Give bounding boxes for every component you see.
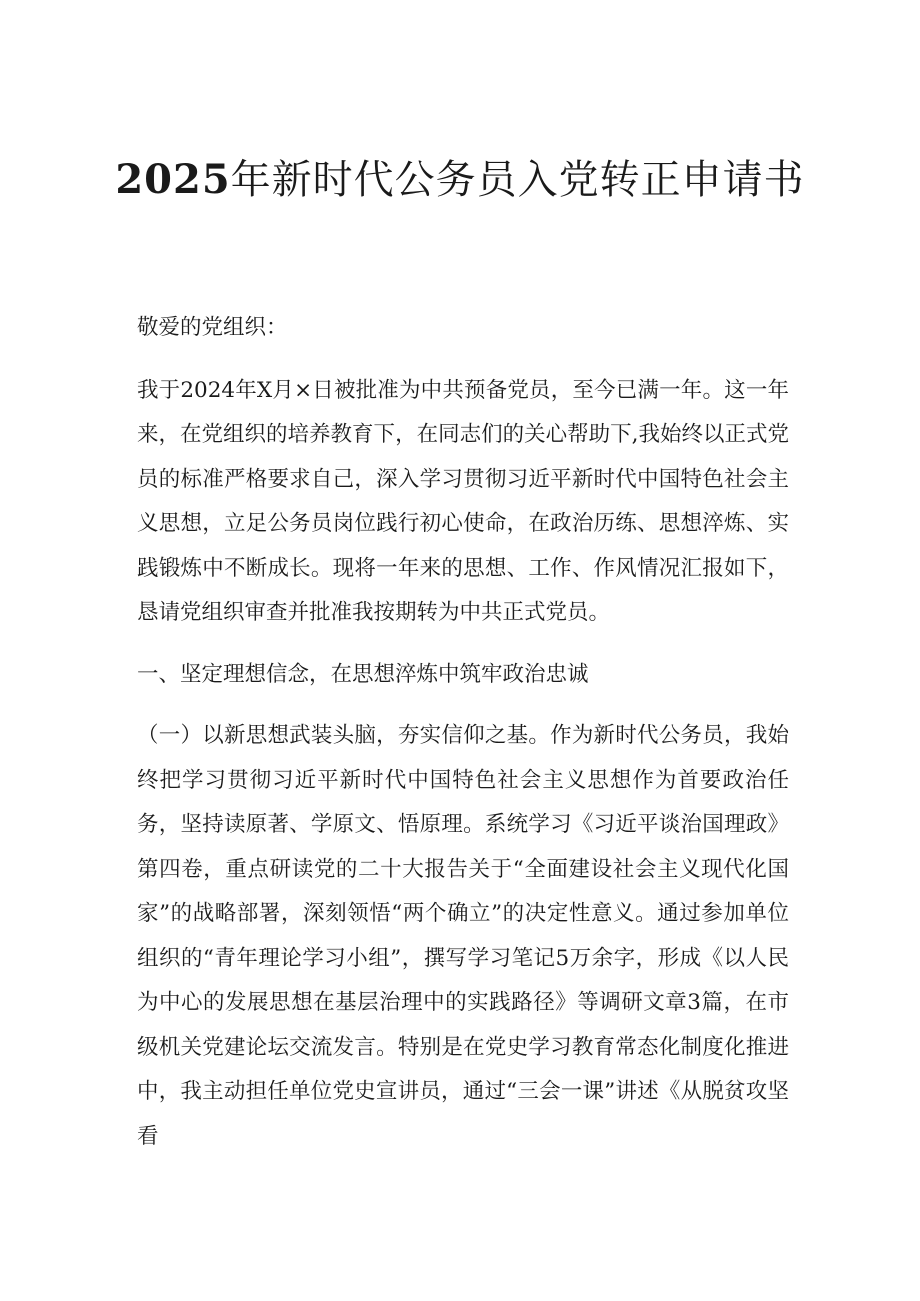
title-year: 2025	[115, 156, 231, 203]
salutation: 敬爱的党组织：	[137, 315, 288, 340]
title-text: 年新时代公务员入党转正申请书	[230, 157, 805, 203]
document-title	[100, 140, 820, 220]
document-body	[137, 306, 789, 1176]
intro-paragraph: 我于2024年X月×日被批准为中共预备党员，至今已满一年。这一年来，在党组织的培养教育下，在同志们的关心帮助下,我始终以正式党员的标准严格要求自己，深入学习贯彻习近平新时代中国特色社会主义思想，立足公务员岗位践行初心使命，在政治历练、思想淬炼、实践锻炼中不断成长。现将一年来的思想、工作、作风情况汇报如下，恳请党组织审查并批准我按期转为中共正式党员。	[137, 377, 789, 625]
section-heading: 一、坚定理想信念，在思想淬炼中筑牢政治忠诚	[137, 661, 589, 687]
section-paragraph: （一）以新思想武装头脑，夯实信仰之基。作为新时代公务员，我始终把学习贯彻习近平新时代中国特色社会主义思想作为首要政治任务，坚持读原著、学原文、悟原理。系统学习《习近平谈治国理政》第四卷，重点研读党的二十大报告关于“全面建设社会主义现代化国家”的战略部署，深刻领悟“两个确立”的决定性意义。通过参加单位组织的“青年理论学习小组”，撰写学习笔记5万余字，形成《以人民为中心的发展思想在基层治理中的实践路径》等调研文章3篇，在市级机关党建论坛交流发言。特别是在党史学习教育常态化制度化推进中，我主动担任单位党史宣讲员，通过“三会一课”讲述《从脱贫攻坚看	[137, 723, 789, 1149]
